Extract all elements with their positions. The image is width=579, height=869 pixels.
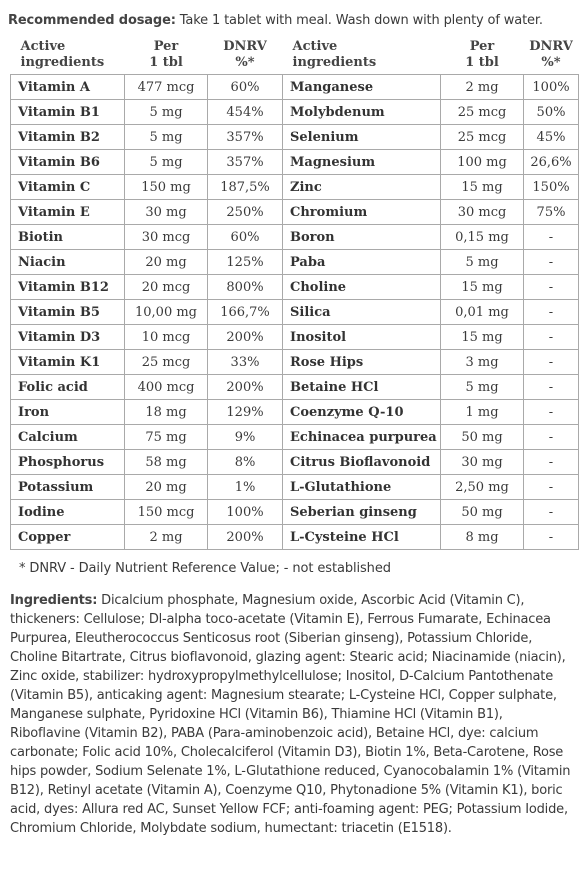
left-ingredient-name: Iodine — [11, 500, 125, 525]
right-ingredient-name: Betaine HCl — [283, 375, 441, 400]
right-per-value: 3 mg — [441, 350, 524, 375]
left-dnrv-value: 200% — [208, 525, 283, 550]
left-per-value: 25 mcg — [125, 350, 208, 375]
left-per-value: 10,00 mg — [125, 300, 208, 325]
footnote: * DNRV - Daily Nutrient Reference Value; - not established — [19, 561, 391, 576]
table-row — [11, 150, 579, 175]
header-dnrv-right: DNRV %* — [529, 39, 573, 70]
right-per-value: 2 mg — [441, 75, 524, 100]
left-per-value: 18 mg — [125, 400, 208, 425]
right-per-value: 50 mg — [441, 425, 524, 450]
right-ingredient-name: Coenzyme Q-10 — [283, 400, 441, 425]
left-ingredient-name: Folic acid — [11, 375, 125, 400]
right-dnrv-value: - — [524, 350, 579, 375]
left-dnrv-value: 1% — [208, 475, 283, 500]
left-ingredient-name: Vitamin B2 — [11, 125, 125, 150]
table-row — [11, 225, 579, 250]
right-dnrv-value: - — [524, 500, 579, 525]
left-per-value: 5 mg — [125, 125, 208, 150]
left-ingredient-name: Vitamin B12 — [11, 275, 125, 300]
left-dnrv-value: 125% — [208, 250, 283, 275]
left-per-value: 10 mcg — [125, 325, 208, 350]
table-row — [11, 500, 579, 525]
left-ingredient-name: Copper — [11, 525, 125, 550]
right-per-value: 5 mg — [441, 375, 524, 400]
left-per-value: 150 mcg — [125, 500, 208, 525]
right-per-value: 25 mcg — [441, 125, 524, 150]
left-dnrv-value: 8% — [208, 450, 283, 475]
left-dnrv-value: 187,5% — [208, 175, 283, 200]
left-per-value: 400 mcg — [125, 375, 208, 400]
right-dnrv-value: - — [524, 250, 579, 275]
table-body — [11, 75, 579, 550]
left-ingredient-name: Calcium — [11, 425, 125, 450]
right-per-value: 30 mcg — [441, 200, 524, 225]
right-dnrv-value: 50% — [524, 100, 579, 125]
left-per-value: 30 mcg — [125, 225, 208, 250]
right-per-value: 25 mcg — [441, 100, 524, 125]
right-ingredient-name: Rose Hips — [283, 350, 441, 375]
header-ingredients-left: Active ingredients — [20, 39, 105, 70]
right-dnrv-value: 45% — [524, 125, 579, 150]
right-ingredient-name: Manganese — [283, 75, 441, 100]
table-row — [11, 75, 579, 100]
left-ingredient-name: Iron — [11, 400, 125, 425]
dosage-text: Take 1 tablet with meal. Wash down with plenty of water. — [179, 13, 543, 28]
left-ingredient-name: Vitamin B5 — [11, 300, 125, 325]
left-ingredient-name: Phosphorus — [11, 450, 125, 475]
left-per-value: 20 mg — [125, 250, 208, 275]
right-dnrv-value: 100% — [524, 75, 579, 100]
right-ingredient-name: Chromium — [283, 200, 441, 225]
right-ingredient-name: Seberian ginseng — [283, 500, 441, 525]
left-dnrv-value: 129% — [208, 400, 283, 425]
right-dnrv-value: - — [524, 425, 579, 450]
right-per-value: 2,50 mg — [441, 475, 524, 500]
left-dnrv-value: 60% — [208, 75, 283, 100]
left-ingredient-name: Vitamin A — [11, 75, 125, 100]
right-per-value: 1 mg — [441, 400, 524, 425]
right-dnrv-value: - — [524, 400, 579, 425]
ingredients-label: Ingredients: — [10, 593, 98, 608]
right-dnrv-value: - — [524, 475, 579, 500]
right-per-value: 15 mg — [441, 325, 524, 350]
dosage-line — [8, 12, 571, 30]
right-ingredient-name: Selenium — [283, 125, 441, 150]
right-per-value: 15 mg — [441, 175, 524, 200]
left-dnrv-value: 200% — [208, 325, 283, 350]
table-row — [11, 275, 579, 300]
right-dnrv-value: - — [524, 300, 579, 325]
left-per-value: 150 mg — [125, 175, 208, 200]
left-ingredient-name: Vitamin C — [11, 175, 125, 200]
left-dnrv-value: 357% — [208, 150, 283, 175]
left-per-value: 20 mg — [125, 475, 208, 500]
right-dnrv-value: - — [524, 450, 579, 475]
nutrient-table — [10, 38, 579, 550]
right-dnrv-value: - — [524, 325, 579, 350]
left-ingredient-name: Vitamin E — [11, 200, 125, 225]
right-per-value: 5 mg — [441, 250, 524, 275]
left-per-value: 2 mg — [125, 525, 208, 550]
left-per-value: 75 mg — [125, 425, 208, 450]
right-per-value: 8 mg — [441, 525, 524, 550]
table-row — [11, 525, 579, 550]
left-ingredient-name: Vitamin B6 — [11, 150, 125, 175]
table-row — [11, 475, 579, 500]
ingredients-text: Dicalcium phosphate, Magnesium oxide, Ascorbic Acid (Vitamin C), thickeners: Cellulose; Dl-alpha toco-acetate (Vitamin E), Ferrous Fumarate, Echinacea Purpurea, Eleutherococcus Senticosus root (Siberian ginseng), Potassium Chloride, Choline Bitartrate, Citrus bioflavonoid, glazing agent: Stearic acid; Niacinamide (niacin), Zinc oxide, stabilizer: hydroxypropylmethylcellulose; Inositol, D-Calcium Pantothenate (Vitamin B5), anticaking agent: Magnesium stearate; L-Cysteine HCl, Copper sulphate, Manganese sulphate, Pyridoxine HCl (Vitamin B6), Thiamine HCl (Vitamin B1), Riboflavine (Vitamin B2), PABA (Para-aminobenzoic acid), Betaine HCl, dye: calcium carbonate; Folic acid 10%, Cholecalciferol (Vitamin D3), Biotin 1%, Beta-Carotene, Rose hips powder, Sodium Selenate 1%, L-Glutathione reduced, Cyanocobalamin 1% (Vitamin B12), Retinyl acetate (Vitamin A), Coenzyme Q10, Phytonadione 5% (Vitamin K1), boric acid, dyes: Allura red AC, Sunset Yellow FCF; anti-foaming agent: PEG; Potassium Iodide, Chromium Chloride, Molybdate sodium, humectant: triacetin (E1518). — [10, 593, 571, 836]
right-ingredient-name: Magnesium — [283, 150, 441, 175]
left-dnrv-value: 100% — [208, 500, 283, 525]
table-row — [11, 425, 579, 450]
right-ingredient-name: Zinc — [283, 175, 441, 200]
table-row — [11, 175, 579, 200]
table-row — [11, 200, 579, 225]
right-ingredient-name: Boron — [283, 225, 441, 250]
right-ingredient-name: L-Glutathione — [283, 475, 441, 500]
left-ingredient-name: Vitamin K1 — [11, 350, 125, 375]
left-per-value: 20 mcg — [125, 275, 208, 300]
table-row — [11, 125, 579, 150]
table-row — [11, 100, 579, 125]
dosage-label: Recommended dosage: — [8, 13, 176, 28]
right-dnrv-value: 26,6% — [524, 150, 579, 175]
right-ingredient-name: L-Cysteine HCl — [283, 525, 441, 550]
left-ingredient-name: Niacin — [11, 250, 125, 275]
table-row — [11, 450, 579, 475]
header-dnrv-left: DNRV %* — [223, 39, 267, 70]
left-dnrv-value: 9% — [208, 425, 283, 450]
table-row — [11, 300, 579, 325]
left-dnrv-value: 166,7% — [208, 300, 283, 325]
left-ingredient-name: Vitamin D3 — [11, 325, 125, 350]
right-per-value: 15 mg — [441, 275, 524, 300]
table-row — [11, 250, 579, 275]
left-ingredient-name: Vitamin B1 — [11, 100, 125, 125]
left-per-value: 30 mg — [125, 200, 208, 225]
header-per-right: Per 1 tbl — [465, 39, 499, 70]
right-dnrv-value: 150% — [524, 175, 579, 200]
right-dnrv-value: - — [524, 375, 579, 400]
left-dnrv-value: 60% — [208, 225, 283, 250]
table-row — [11, 400, 579, 425]
right-per-value: 30 mg — [441, 450, 524, 475]
left-per-value: 58 mg — [125, 450, 208, 475]
right-ingredient-name: Inositol — [283, 325, 441, 350]
table-row — [11, 350, 579, 375]
right-ingredient-name: Echinacea purpurea — [283, 425, 441, 450]
right-dnrv-value: - — [524, 525, 579, 550]
right-per-value: 50 mg — [441, 500, 524, 525]
table-header-row — [11, 38, 579, 75]
left-per-value: 5 mg — [125, 150, 208, 175]
left-ingredient-name: Potassium — [11, 475, 125, 500]
left-dnrv-value: 800% — [208, 275, 283, 300]
left-dnrv-value: 33% — [208, 350, 283, 375]
left-ingredient-name: Biotin — [11, 225, 125, 250]
right-ingredient-name: Molybdenum — [283, 100, 441, 125]
right-ingredient-name: Choline — [283, 275, 441, 300]
right-ingredient-name: Paba — [283, 250, 441, 275]
left-dnrv-value: 200% — [208, 375, 283, 400]
right-dnrv-value: - — [524, 225, 579, 250]
right-ingredient-name: Silica — [283, 300, 441, 325]
right-per-value: 100 mg — [441, 150, 524, 175]
right-ingredient-name: Citrus Bioflavonoid — [283, 450, 441, 475]
header-ingredients-right: Active ingredients — [292, 39, 377, 70]
right-dnrv-value: - — [524, 275, 579, 300]
table-row — [11, 375, 579, 400]
left-per-value: 5 mg — [125, 100, 208, 125]
left-per-value: 477 mcg — [125, 75, 208, 100]
right-per-value: 0,15 mg — [441, 225, 524, 250]
table-row — [11, 325, 579, 350]
left-dnrv-value: 250% — [208, 200, 283, 225]
header-per-left: Per 1 tbl — [149, 39, 183, 70]
left-dnrv-value: 454% — [208, 100, 283, 125]
right-dnrv-value: 75% — [524, 200, 579, 225]
right-per-value: 0,01 mg — [441, 300, 524, 325]
left-dnrv-value: 357% — [208, 125, 283, 150]
ingredients-paragraph — [10, 591, 571, 838]
